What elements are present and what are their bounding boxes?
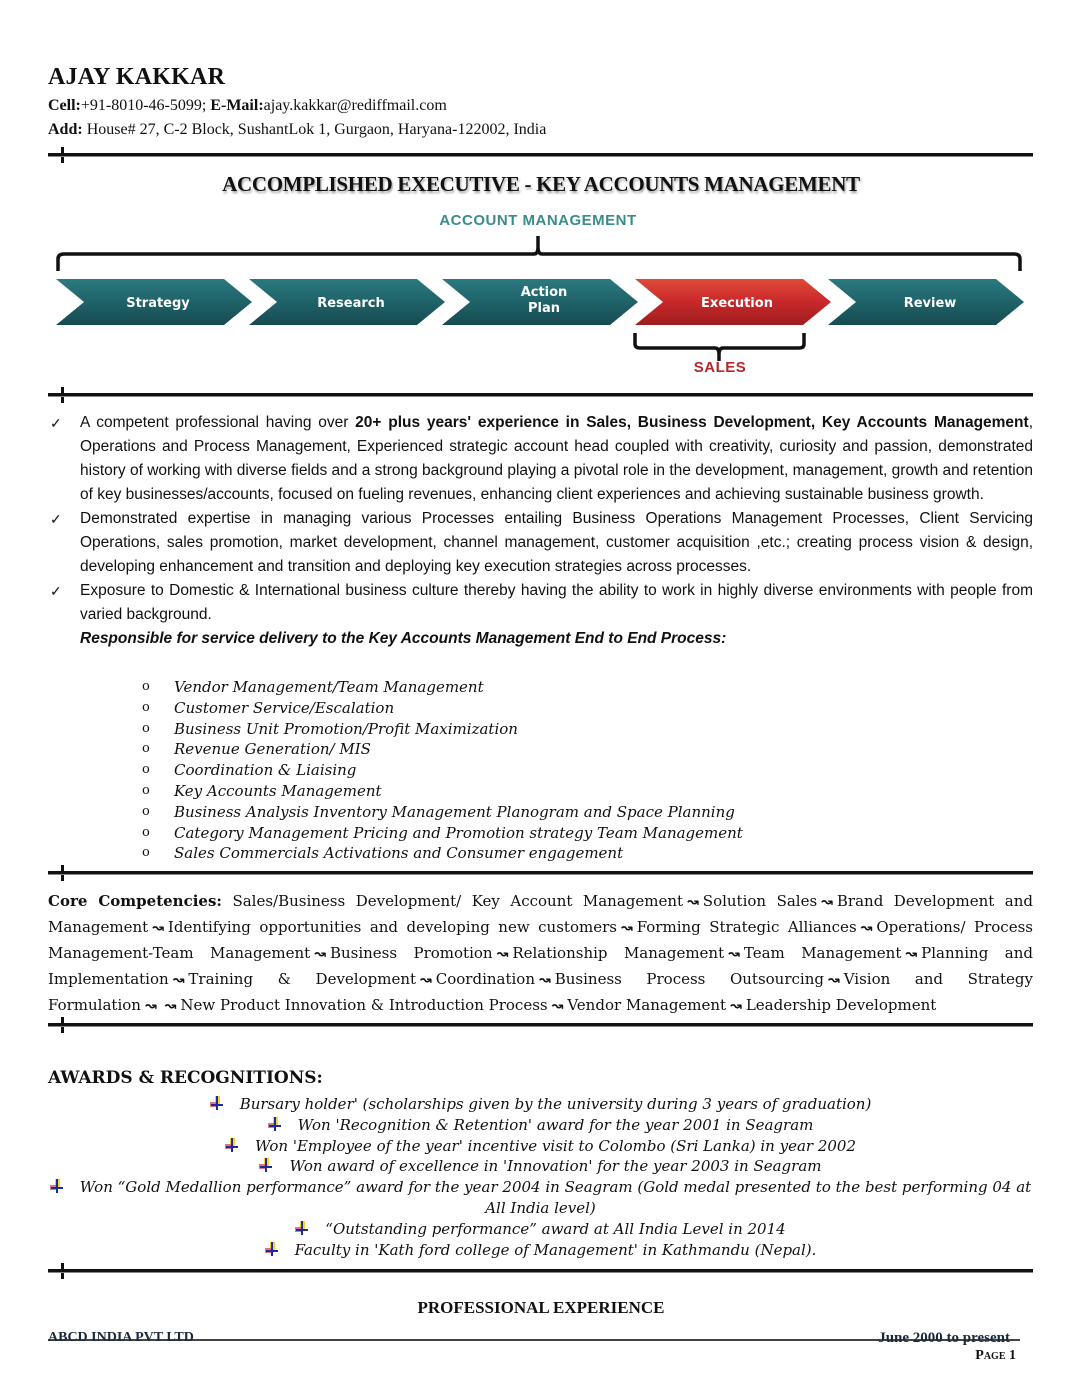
- squiggle-arrow-icon: ↝: [144, 998, 157, 1014]
- competency-item: Relationship Management: [512, 944, 725, 962]
- cross-bullet-icon: [50, 1179, 64, 1193]
- divider-line: [48, 871, 1033, 874]
- page-number: Page 1: [975, 1348, 1016, 1363]
- list-item: o Key Accounts Management: [142, 781, 382, 800]
- competency-item: Solution Sales: [702, 892, 818, 910]
- award-text: Won award of excellence in 'Innovation' for the year 2003 in Seagram: [289, 1157, 822, 1176]
- checkmark-icon: ✓: [50, 511, 62, 527]
- process-step-research: [249, 279, 445, 325]
- list-item: o Business Analysis Inventory Management Planogram and Space Planning: [142, 802, 735, 821]
- step-label: Research: [317, 296, 385, 311]
- core-competencies-items: [48, 892, 1033, 1014]
- top-brace: [58, 236, 1020, 271]
- summary-section: [48, 411, 1033, 651]
- competency-item: Business Promotion: [329, 944, 493, 962]
- circle-bullet-icon: o: [142, 679, 150, 694]
- squiggle-arrow-icon: ↝: [496, 946, 509, 962]
- responsibility-list: [142, 677, 743, 864]
- step-label: Plan: [527, 301, 561, 316]
- competency-item: Identifying opportunities and developing new customers: [167, 918, 617, 936]
- circle-bullet-icon: o: [142, 762, 150, 778]
- squiggle-arrow-icon: ↝: [314, 946, 326, 962]
- circle-bullet-icon: o: [142, 824, 150, 840]
- contact-line: [48, 97, 447, 115]
- competency-item: Operations/ Process Management-Team Management: [48, 918, 1033, 962]
- competency-item: Brand Development and Management: [48, 892, 1033, 936]
- squiggle-arrow-icon: ↝: [539, 972, 551, 988]
- checkmark-icon: ✓: [50, 415, 62, 431]
- squiggle-arrow-icon: ↝: [620, 920, 633, 936]
- squiggle-arrow-icon: ↝: [905, 946, 918, 962]
- competency-item: Vision and Strategy Formulation: [48, 970, 1033, 1014]
- cross-bullet-icon: [268, 1117, 282, 1131]
- account-management-diagram: [48, 205, 1038, 385]
- cell-label: Cell:: [48, 97, 81, 114]
- summary-bullet: ✓ A competent professional having over 20+ plus years' experience in Sales, Business Development, Key Accounts Management, Operations and Process Management, Experienced strategic account head coupled with creativity, curiosity and passion, demonstrated history of working with diverse fields and a strong background playing a pivotal role in the development, management, growth and retention of key businesses/accounts, focused on fueling revenues, enhancing client experiences and achieving sustainable business growth.: [48, 411, 1033, 507]
- list-item: o Business Unit Promotion/Profit Maximization: [142, 719, 518, 738]
- squiggle-arrow-icon: ↝: [420, 972, 432, 988]
- circle-bullet-icon: o: [142, 699, 150, 715]
- award-item: [48, 1156, 1033, 1177]
- step-label: Action: [520, 285, 568, 300]
- squiggle-arrow-icon: ↝: [164, 998, 177, 1014]
- squiggle-arrow-icon: ↝: [821, 894, 833, 910]
- divider-line: [48, 393, 1033, 396]
- competency-item: Sales/Business Development/ Key Account Management: [232, 892, 684, 910]
- list-item: o Coordination & Liaising: [142, 761, 357, 780]
- award-item: [48, 1219, 1033, 1240]
- competency-item: New Product Innovation & Introduction Process: [180, 996, 548, 1014]
- process-step-execution: [635, 279, 831, 325]
- squiggle-arrow-icon: ↝: [172, 972, 185, 988]
- competency-item: Coordination: [435, 970, 535, 988]
- cross-bullet-icon: [295, 1221, 309, 1235]
- address-label: Add:: [48, 121, 83, 138]
- step-label: Review: [903, 296, 957, 311]
- email-link[interactable]: ajay.kakkar@rediffmail.com: [263, 97, 447, 114]
- divider-line: [48, 1269, 1033, 1272]
- cross-bullet-icon: [225, 1138, 239, 1152]
- cell-value: +91-8010-46-5099;: [80, 97, 207, 114]
- cross-bullet-icon: [210, 1096, 224, 1110]
- circle-bullet-icon: o: [142, 741, 150, 757]
- competency-item: Planning and Implementation: [48, 944, 1033, 988]
- circle-bullet-icon: o: [142, 782, 150, 798]
- award-text: Won “Gold Medallion performance” award for the year 2004 in Seagram (Gold medal presented to the best performing 04 at All India level): [79, 1178, 1032, 1217]
- award-text: “Outstanding performance” award at All India Level in 2014: [325, 1219, 786, 1238]
- award-item: [48, 1177, 1033, 1219]
- list-item: o Category Management Pricing and Promotion strategy Team Management: [142, 823, 743, 842]
- cross-bullet-icon: [259, 1158, 273, 1172]
- squiggle-arrow-icon: ↝: [827, 972, 840, 988]
- step-label: Execution: [701, 296, 773, 311]
- squiggle-arrow-icon: ↝: [728, 946, 740, 962]
- diagram-top-label: ACCOUNT MANAGEMENT: [439, 212, 637, 229]
- address-line: [48, 121, 546, 139]
- process-step-strategy: [56, 279, 252, 325]
- award-text: Faculty in 'Kath ford college of Management' in Kathmandu (Nepal).: [294, 1240, 817, 1259]
- divider-line: [48, 1023, 1033, 1026]
- competency-item: Vendor Management: [567, 996, 727, 1014]
- squiggle-arrow-icon: ↝: [730, 998, 742, 1014]
- awards-heading: AWARDS & RECOGNITIONS:: [48, 1068, 323, 1088]
- award-item: [48, 1240, 1033, 1261]
- responsibility-heading: Responsible for service delivery to the Key Accounts Management End to End Process:: [80, 630, 727, 647]
- step-label: Strategy: [126, 296, 190, 311]
- competency-item: Training & Development: [188, 970, 417, 988]
- core-competencies: [48, 889, 1033, 1019]
- circle-bullet-icon: o: [142, 845, 150, 861]
- squiggle-arrow-icon: ↝: [152, 920, 164, 936]
- cross-bullet-icon: [265, 1242, 279, 1256]
- list-item: o Revenue Generation/ MIS: [142, 740, 371, 759]
- award-text: Won 'Recognition & Retention' award for the year 2001 in Seagram: [297, 1115, 814, 1134]
- award-text: Bursary holder' (scholarships given by the university during 3 years of graduation): [239, 1095, 872, 1113]
- email-label: E-Mail:: [210, 97, 264, 114]
- competency-item: Forming Strategic Alliances: [636, 918, 857, 936]
- employment-dates: June 2000 to present: [878, 1330, 1010, 1346]
- competency-item: Team Management: [743, 944, 902, 962]
- award-item: [48, 1094, 1033, 1115]
- list-item: o Vendor Management/Team Management: [142, 678, 484, 696]
- summary-bullet: ✓ Exposure to Domestic & International business culture thereby having the ability to work in highly diverse environments with people from varied background.: [48, 579, 1033, 627]
- summary-bullet: ✓ Demonstrated expertise in managing various Processes entailing Business Operations Management Processes, Client Servicing Operations, sales promotion, market development, channel management, customer acquisition ,etc.; creating process vision & design, developing enhancement and transition and deploying key execution strategies across processes.: [48, 507, 1033, 579]
- circle-bullet-icon: o: [142, 803, 150, 819]
- candidate-name: AJAY KAKKAR: [48, 64, 226, 90]
- award-item: [48, 1136, 1033, 1157]
- checkmark-icon: ✓: [50, 583, 62, 599]
- address-value: House# 27, C-2 Block, SushantLok 1, Gurgaon, Haryana-122002, India: [86, 121, 547, 138]
- squiggle-arrow-icon: ↝: [551, 998, 564, 1014]
- divider-line: [48, 153, 1033, 156]
- list-item: o Customer Service/Escalation: [142, 698, 395, 717]
- award-item: [48, 1115, 1033, 1136]
- awards-list: [48, 1094, 1033, 1260]
- headline: ACCOMPLISHED EXECUTIVE - KEY ACCOUNTS MANAGEMENT: [222, 172, 860, 196]
- competency-item: Business Process Outsourcing: [554, 970, 824, 988]
- process-step-action: [442, 279, 638, 325]
- diagram-bottom-label: SALES: [693, 359, 747, 376]
- award-text: Won 'Employee of the year' incentive visit to Colombo (Sri Lanka) in year 2002: [254, 1136, 857, 1155]
- squiggle-arrow-icon: ↝: [687, 894, 699, 910]
- competency-item: Leadership Development: [745, 996, 937, 1014]
- experience-heading: PROFESSIONAL EXPERIENCE: [417, 1298, 665, 1317]
- circle-bullet-icon: o: [142, 720, 150, 736]
- squiggle-arrow-icon: ↝: [860, 920, 873, 936]
- company-name: ABCD INDIA PVT LTD: [48, 1330, 194, 1345]
- core-competencies-label: Core Competencies:: [48, 892, 222, 910]
- process-step-review: [828, 279, 1024, 325]
- list-item: o Sales Commercials Activations and Consumer engagement: [142, 844, 624, 863]
- bottom-brace: [635, 333, 804, 361]
